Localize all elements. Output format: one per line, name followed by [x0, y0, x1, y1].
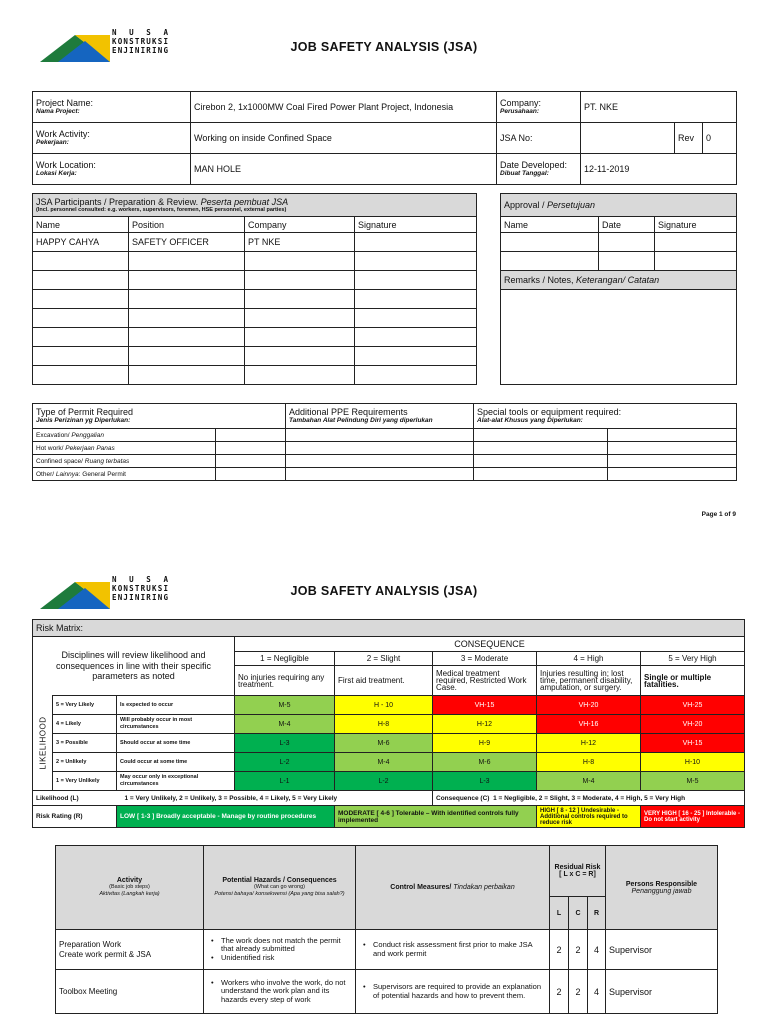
risk-cell: H-12	[433, 715, 537, 734]
rating-moderate: MODERATE [ 4-6 ] Tolerable – With identified controls fully implemented	[335, 806, 537, 828]
permit-table: Type of Permit Required Jenis Perizinan yg Diperlukan: Additional PPE Requirements Tambahan Alat Pelindung Diri yang diperlukan Special tools or equipment required: Alat-alat Khusus yang Diperlukan: Excavation/ Penggalian Hot work/ Pekerjaan Panas Confined space/ Ruang terbatas Other/ Lainnya: General Permit	[32, 403, 737, 481]
col-r: R	[588, 897, 606, 930]
approval-title: Approval /	[504, 200, 548, 210]
consequence-desc-3: Medical treatment required, Restricted Work Case.	[433, 666, 537, 696]
table-row: Toolbox Meeting • Workers who involve the work, do not understand the work plan and its hazards every step of work • Supervisors are required to provide an explanation of potential hazards and how to prevent them. 2 2 4 Supervisor	[56, 970, 718, 1014]
participants-note: (Incl. personnel consulted: e.g. workers, supervisors, foremen, HSE personnel, external parties)	[36, 206, 287, 213]
participant-signature	[355, 233, 477, 252]
company-label: Company:	[500, 98, 542, 108]
tools-label: Special tools or equipment required:	[477, 407, 622, 417]
participant-company: PT NKE	[245, 233, 355, 252]
risk-cell: L-1	[235, 772, 335, 791]
consequence-col-1: 1 = Negligible	[235, 652, 335, 666]
risk-cell: H - 10	[335, 696, 433, 715]
risk-cell: M-6	[433, 753, 537, 772]
risk-cell: H-12	[537, 734, 641, 753]
rev-value: 0	[703, 123, 737, 154]
risk-cell: L-2	[335, 772, 433, 791]
col-position: Position	[129, 217, 245, 233]
risk-cell: VH-16	[537, 715, 641, 734]
risk-cell: M-6	[335, 734, 433, 753]
consequence-col-2: 2 = Slight	[335, 652, 433, 666]
jsa-no-label: JSA No:	[497, 123, 581, 154]
risk-cell: H-10	[641, 753, 745, 772]
risk-cell: VH-25	[641, 696, 745, 715]
risk-cell: M-4	[537, 772, 641, 791]
likelihood-legend-label: Likelihood (L)	[33, 791, 235, 806]
page-title-2: JOB SAFETY ANALYSIS (JSA)	[290, 584, 478, 598]
permit-hot-work: Hot work/ Pekerjaan Panas	[33, 442, 216, 455]
permit-other: Other/ Lainnya: General Permit	[33, 468, 216, 481]
likelihood-level: 3 = Possible	[53, 734, 117, 753]
table-row: Preparation Work Create work permit & JSA • The work does not match the permit that already submitted • Unidentified risk • Conduct risk assessment first prior to make JSA and work permit 2 2 4 Supervisor	[56, 930, 718, 970]
col-activity: Activity	[116, 877, 143, 884]
rating-low: LOW [ 1-3 ] Broadly acceptable - Manage by routine procedures	[117, 806, 335, 828]
col-responsible: Persons Responsible Penanggung jawab	[606, 846, 718, 930]
likelihood-desc: Could occur at some time	[117, 753, 235, 772]
consequence-col-4: 4 = High	[537, 652, 641, 666]
location-value: MAN HOLE	[191, 154, 497, 185]
col-control: Control Measures/ Tindakan perbaikan	[356, 846, 550, 930]
discipline-text: Disciplines will review likelihood and consequences in line with their specific parameters as noted	[33, 637, 235, 696]
likelihood-legend: 1 = Very Unlikely, 2 = Unlikely, 3 = Possible, 4 = Likely, 5 = Very Likely	[235, 791, 433, 806]
participants-title: JSA Participants / Preparation & Review.	[36, 196, 201, 207]
risk-cell: VH-20	[537, 696, 641, 715]
location-label: Work Location:	[36, 160, 96, 170]
consequence-desc-1: No injuries requiring any treatment.	[235, 666, 335, 696]
approval-table: Approval / Persetujuan Name Date Signature Remarks / Notes, Keterangan/ Catatan	[500, 193, 737, 385]
risk-cell: H-8	[537, 753, 641, 772]
consequence-header: CONSEQUENCE	[235, 637, 745, 652]
risk-cell: VH-15	[641, 734, 745, 753]
permit-confined-space: Confined space/ Ruang terbatas	[33, 455, 216, 468]
participants-table: JSA Participants / Preparation & Review. Peserta pembuat JSA (Incl. personnel consulted: e.g. workers, supervisors, foremen, HSE personnel, external parties) Name Position Company Signature HAPPY CAHYA SAFETY OFFICER PT NKE	[32, 193, 477, 385]
likelihood-desc: Will probably occur in most circumstances	[117, 715, 235, 734]
rating-high: HIGH [ 8 - 12 ] Undesirable - Additional controls required to reduce risk	[537, 806, 641, 828]
risk-cell: VH-20	[641, 715, 745, 734]
likelihood-level: 5 = Very Likely	[53, 696, 117, 715]
likelihood-desc: Should occur at some time	[117, 734, 235, 753]
date-label: Date Developed:	[500, 160, 568, 170]
page-number: Page 1 of 9	[701, 511, 736, 518]
logo-text: N U S A KONSTRUKSI ENJINIRING	[112, 575, 170, 602]
consequence-desc-4: Injuries resulting in; lost time, permanent disability, amputation, or surgery.	[537, 666, 641, 696]
consequence-desc-2: First aid treatment.	[335, 666, 433, 696]
consequence-desc-5: Single or multiple fatalities.	[641, 666, 745, 696]
risk-cell: M-4	[335, 753, 433, 772]
participant-name: HAPPY CAHYA	[33, 233, 129, 252]
consequence-col-3: 3 = Moderate	[433, 652, 537, 666]
risk-cell: M-4	[235, 715, 335, 734]
activity-table: Activity (Basic job steps) Aktivitas (Langkah kerja) Potential Hazards / Consequences (What can go wrong) Potensi bahaya/ konsekwensi (Apa yang bisa salah?) Control Measures/ Tindakan perbaikan Residual Risk [ L x C = R] Persons Responsible Penanggung jawab L C R Preparation Work Create work permit & JSA • The work does not match the permit that already submitted • Unidentified risk • Conduct risk assessment first prior to make JSA and work permit 2 2 4 Supervisor Toolbox Meeting • Workers who involve the work, do not understand the work plan and its hazards every step of work • Supervisors are required to provide an explanation of potential hazards and how to prevent them. 2 2 4 Supervisor	[55, 845, 718, 1014]
date-value: 12-11-2019	[581, 154, 737, 185]
project-info-table: Project Name: Nama Project: Cirebon 2, 1x1000MW Coal Fired Power Plant Project, Indonesia Company: Perusahaan: PT. NKE Work Activity: Pekerjaan: Working on inside Confined Space JSA No: Rev 0 Work Location: Lokasi Kerja: MAN HOLE Date Developed: Dibuat Tanggal: 12-11-2019	[32, 91, 737, 185]
ppe-label: Additional PPE Requirements	[289, 407, 408, 417]
col-c: C	[569, 897, 588, 930]
rating-very-high: VERY HIGH [ 16 - 25 ] Intolerable - Do not start activity	[641, 806, 745, 828]
risk-cell: L-2	[235, 753, 335, 772]
risk-cell: M-5	[235, 696, 335, 715]
participant-position: SAFETY OFFICER	[129, 233, 245, 252]
logo-text: N U S A KONSTRUKSI ENJINIRING	[112, 28, 170, 55]
permit-label: Type of Permit Required	[36, 407, 134, 417]
rev-label: Rev	[675, 123, 703, 154]
col-name: Name	[33, 217, 129, 233]
page-title: JOB SAFETY ANALYSIS (JSA)	[290, 40, 478, 54]
likelihood-desc: Is expected to occur	[117, 696, 235, 715]
jsa-no-value	[581, 123, 675, 154]
likelihood-level: 4 = Likely	[53, 715, 117, 734]
col-company: Company	[245, 217, 355, 233]
risk-cell: H-8	[335, 715, 433, 734]
risk-matrix-table	[32, 619, 745, 828]
col-residual: Residual Risk [ L x C = R]	[550, 846, 606, 897]
risk-cell: L-3	[433, 772, 537, 791]
work-activity-label: Work Activity:	[36, 129, 90, 139]
permit-excavation: Excavation/ Penggalian	[33, 429, 216, 442]
likelihood-level: 2 = Unlikely	[53, 753, 117, 772]
risk-matrix-label: Risk Matrix:	[33, 620, 745, 637]
col-l: L	[550, 897, 569, 930]
risk-cell: M-5	[641, 772, 745, 791]
company-value: PT. NKE	[581, 92, 737, 123]
risk-rating-label: Risk Rating (R)	[33, 806, 117, 828]
remarks-label: Remarks / Notes,	[504, 275, 577, 285]
likelihood-desc: May occur only in exceptional circumstances	[117, 772, 235, 791]
project-value: Cirebon 2, 1x1000MW Coal Fired Power Plant Project, Indonesia	[191, 92, 497, 123]
risk-cell: VH-15	[433, 696, 537, 715]
col-hazards: Potential Hazards / Consequences	[222, 877, 337, 884]
consequence-legend: Consequence (C) 1 = Negligible, 2 = Slight, 3 = Moderate, 4 = High, 5 = Very High	[433, 791, 745, 806]
likelihood-axis-label: LIKELIHOOD	[33, 696, 53, 791]
risk-cell: H-9	[433, 734, 537, 753]
project-label: Project Name:	[36, 98, 94, 108]
likelihood-level: 1 = Very Unlikely	[53, 772, 117, 791]
risk-cell: L-3	[235, 734, 335, 753]
col-signature: Signature	[355, 217, 477, 233]
consequence-col-5: 5 = Very High	[641, 652, 745, 666]
work-activity-value: Working on inside Confined Space	[191, 123, 497, 154]
